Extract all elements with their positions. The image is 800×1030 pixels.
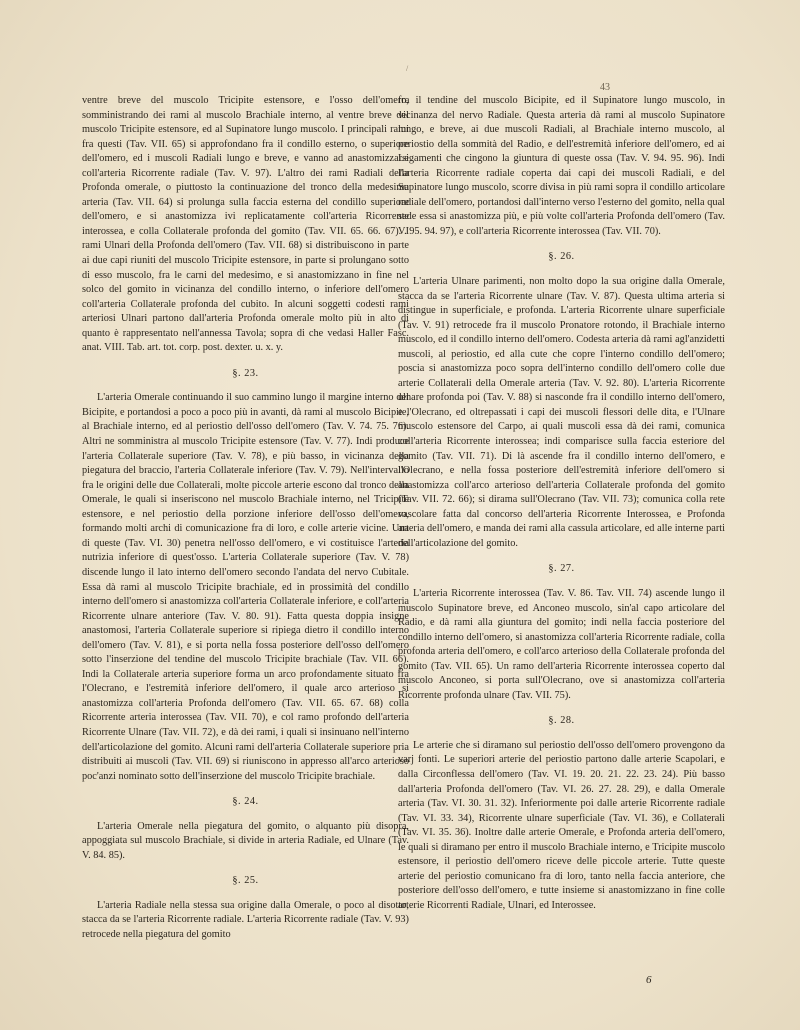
section-heading: §. 25. bbox=[232, 875, 259, 887]
section-heading: §. 26. bbox=[548, 251, 575, 263]
right-text-column bbox=[398, 94, 725, 913]
paragraph: Le arterie che si diramano sul periostio dell'osso dell'omero provengono da varj fonti. Le superiori arterie del periostio partono dalle arterie Scapolari, e dalla Circonflessa dell'omero (Tav. VI. 19. 20. 21. 22. 23. 24). Più basso dall'arteria Profonda dell'omero (Tav. VI. 26. 27. 28. 29), e dalla Omerale arteria (Tav. VI. 30. 31. 32). Inferiormente poi dalle arterie Ricorrente radiale (Tav. VI. 33. 34), Ricorrente ulnare superficiale (Tav. VI. 36), e Collaterali (Tav. VI. 35. 36). Inoltre dalle arterie Omerale, e Profonda arteria dell'omero, le quali si diramano per entro il muscolo Brachiale interno, e Tricipite muscolo estensore, il periostio dell'omero riceve delle piccole arterie. Tutte queste arterie del periostio comunicano fra di loro, tanto nella faccia anteriore, che posteriore dell'osso dell'omero, e tutte insieme si anastomizzano in fine colle arterie Ricorrenti Radiale, Ulnari, ed Interossee. bbox=[398, 739, 725, 911]
margin-mark: / bbox=[406, 64, 409, 73]
paragraph: L'arteria Ricorrente interossea (Tav. V. 86. Tav. VII. 74) ascende lungo il muscolo Supinatore breve, ed Anconeo muscolo, sin'al capo articolare del Radio, e dà rami alla giuntura del gomito; indi nella faccia posteriore del condillo interno dell'omero, si anastomizza coll'arteria Ricorrente radiale, colla profonda arteria dell'omero, e coll'arco arterioso della Collaterale profonda del gomito (Tav. VII. 65). Un ramo dell'arteria Ricorrente interossea coperto dal muscolo Anconeo, si porta sull'Olecrano, ove si anastomizza coll'arteria Ricorrente profonda ulnare (Tav. VII. 75). bbox=[398, 587, 725, 701]
paragraph: L'arteria Omerale continuando il suo cammino lungo il margine interno del Bicipite, e portandosi a poco a poco più in avanti, dà rami al muscolo Bicipite, al Brachiale interno, ed al periostio dell'osso dell'omero (Tav. V. 74. 75. 76). Altri ne somministra al muscolo Tricipite estensore (Tav. V. 77). Indi produce l'arteria Collaterale superiore (Tav. V. 78), e più basso, in vicinanza della piegatura del braccio, l'arteria Collaterale inferiore (Tav. V. 79). Nell'intervallo fra le origini delle due Collaterali, molte piccole arterie escono dal tronco della Omerale, le quali si inseriscono nel muscolo Brachiale interno, nel Tricipite estensore, e nel periostio della porzione inferiore dell'osso dell'omero, formando molti archi di comunicazione fra di loro, e colle arterie vicine. Una di queste (Tav. VI. 30) penetra nell'osso dell'omero, e vi costituisce l'arteria nutrizia inferiore di quest'osso. L'arteria Collaterale superiore (Tav. V. 78) discende lungo il lato interno dell'omero secondo l'andata del nervo Cubitale. Essa dà rami al muscolo Tricipite brachiale, ed in prossimità del condillo interno dell'omero si anastomizza coll'arteria Collaterale inferiore, e coll'arteria Ricorrente ulnare anteriore (Tav. V. 80. 91). Fatta questa doppia insigne anastomosi, l'arteria Collaterale superiore si ripiega dietro il condillo interno dell'omero (Tav. V. 81), e si porta nella fossa posteriore dell'osso dell'omero sotto l'inserzione del tendine del muscolo Tricipite brachiale (Tav. VII. 66). Indi la Collaterale arteria superiore forma un arco profondamente situato fra l'Olecrano, e l'estremità inferiore dell'omero, il quale arco arterioso si anastomizza coll'arteria Profonda dell'omero (Tav. VII. 65. 67. 68) colla Ricorrente arteria interossea (Tav. VII. 70), e col ramo profondo dell'arteria Ricorrente Ulnare (Tav. VII. 72), e dà dei rami, i quali si insinuano nell'interno dell'articolazione del gomito. Alcuni rami dell'arteria Collaterale superiore pria distribuiti ai muscoli (Tav. VII. 69) si riuniscono in appresso all'arco arterioso poc'anzi nominato sotto dell'inserzione del muscolo Tricipite brachiale. bbox=[82, 392, 409, 782]
printer-signature: 6 bbox=[646, 974, 652, 986]
section-heading: §. 27. bbox=[548, 563, 575, 575]
section-heading: §. 28. bbox=[548, 715, 575, 727]
page-number: 43 bbox=[600, 82, 610, 93]
paragraph: ventre breve del muscolo Tricipite estensore, e l'osso dell'omero, somministrando dei rami al muscolo Brachiale interno, al ventre breve del muscolo Tricipite estensore, ed al Supinatore lungo muscolo. I principali rami fra questi (Tav. VII. 65) si approfondano fra il condillo esterno, o superiore dell'omero, ed i muscoli Radiali lungo e breve, e vanno ad anastomizzarsi coll'arteria Ricorrente radiale (Tav. V. 97). L'altro dei rami Radiali della Profonda omerale, o piuttosto la continuazione del tronco della medesima arteria (Tav. VII. 64) si prolunga sulla faccia esterna del condillo superiore dell'omero, e si anastomizza ivi replicatamente coll'arteria Ricorrente interossea, e colla Collaterale profonda del gomito (Tav. VII. 65. 66. 67). I rami Ulnari della Profonda dell'omero (Tav. VII. 68) si distribuiscono in parte ai due capi riuniti del muscolo Tricipite estensore, in parte si prolungano sotto di esso muscolo, fra le carni del medesimo, e si anastomizzano in fine nel solco del gomito in vicinanza del condillo interno, o inferiore dell'omero coll'arteria Collaterale profonda del cubito. In alcuni soggetti codesti rami arteriosi Ulnari partono dall'arteria Profonda omerale molto più in alto di quanto è rappresentato nell'annessa Tavola; sopra di che vedasi Haller Fasc. anat. VIII. Tab. art. tot. corp. post. dexter. u. x. y. bbox=[82, 95, 409, 354]
left-text-column bbox=[82, 94, 409, 943]
paragraph: L'arteria Omerale nella piegatura del gomito, o alquanto più disopra, appoggiata sul muscolo Brachiale, si divide in arteria Radiale, ed Ulnare (Tav. V. 84. 85). bbox=[82, 820, 409, 861]
paragraph: fra il tendine del muscolo Bicipite, ed il Supinatore lungo muscolo, in vicinanza del nervo Radiale. Questa arteria dà rami al muscolo Supinatore lungo, e breve, ai due muscoli Radiali, al Brachiale interno muscolo, al periostio della sommità del Radio, e dell'estremità inferiore dell'omero, ed ai Legamenti che cingono la giuntura di queste ossa (Tav. V. 94. 95. 96). Indi l'arteria Ricorrente radiale coperta dai capi dei muscoli Radiali, e del Supinatore lungo muscolo, scorre divisa in più rami sopra il condillo articolare radiale dell'omero, portandosi dall'interno verso l'esterno del gomito, nella qual sede essa si anastomizza più, e più volte coll'arteria Profonda dell'omero (Tav. V. 95. 94. 97), e coll'arteria Ricorrente interossea (Tav. VII. 70). bbox=[398, 95, 725, 237]
section-heading: §. 23. bbox=[232, 367, 259, 379]
section-heading: §. 24. bbox=[232, 796, 259, 808]
paragraph: L'arteria Ulnare parimenti, non molto dopo la sua origine dalla Omerale, stacca da se l'arteria Ricorrente ulnare (Tav. V. 87). Questa ultima arteria si distingue in superficiale, e profonda. L'arteria Ricorrente ulnare superficiale (Tav. V. 91) retrocede fra il muscolo Pronatore rotondo, il Brachiale interno muscolo, ed il condillo interno dell'omero. Codesta arteria dà rami agl'anzidetti muscoli, al periostio, ed alla cute che copre l'interno condillo dell'omero; poscia si anastomizza poco sopra dell'interno condillo dell'omero colle due arterie Collaterali della Omerale arteria (Tav. V. 92. 80). L'arteria Ricorrente ulnare profonda poi (Tav. V. 88) si nasconde fra il condillo interno dell'omero, e l'Olecrano, ed oltrepassati i capi dei muscoli flessori delle dita, e l'Ulnare muscolo estensore del Carpo, ai quali muscoli essa dà dei rami, comunica coll'arteria Ricorrente interossea; indi comparisce sulla faccia esteriore del gomito (Tav. VII. 71). Di là ascende fra il condillo interno dell'omero, e l'Olecrano, e nella fossa posteriore dell'estremità inferiore dell'omero si anastomizza coll'arco arterioso dell'arteria Collaterale profonda del gomito (Tav. VII. 72. 66); si dirama sull'Olecrano (Tav. VII. 73); comunica colla rete vascolare fatta dal concorso dell'arteria Ricorrente Interossea, e Profonda arteria dell'omero, e manda dei rami alla cassula articolare, ed alle interne parti dell'articolazione del gomito. bbox=[398, 276, 725, 549]
paragraph: L'arteria Radiale nella stessa sua origine dalla Omerale, o poco al disotto, stacca da se l'arteria Ricorrente radiale. L'arteria Ricorrente radiale (Tav. V. 93) retrocede nella piegatura del gomito bbox=[82, 899, 409, 940]
